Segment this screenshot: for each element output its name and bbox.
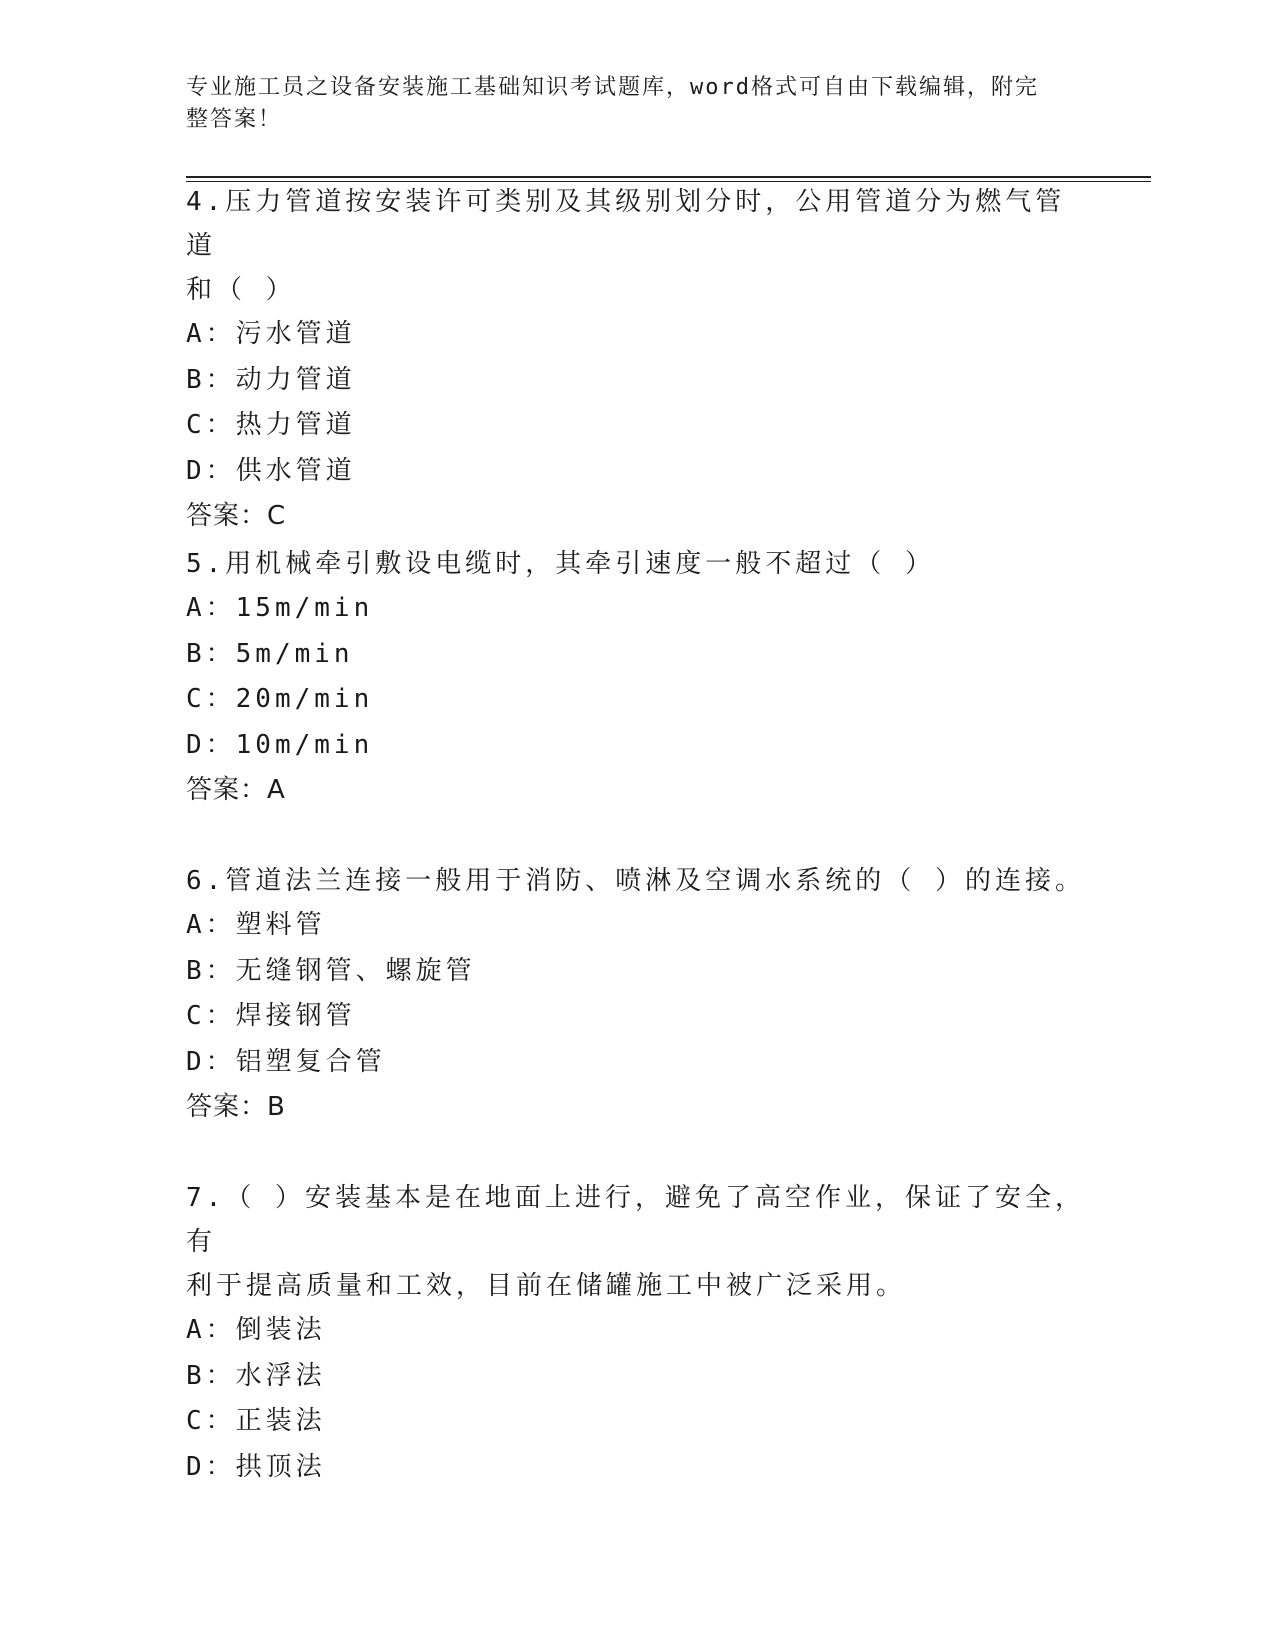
option-c: C：20m/min [186,684,374,714]
header-line-1: 专业施工员之设备安装施工基础知识考试题库，word格式可自由下载编辑，附完 [186,75,1039,100]
option-b: B：水浮法 [186,1360,326,1391]
option-a: A：倒装法 [186,1315,326,1345]
option-d: D：供水管道 [186,455,356,486]
header-divider-thick [186,176,1151,178]
document-header [186,72,1066,136]
question-stem-line: 6.管道法兰连接一般用于消防、喷淋及空调水系统的（ ）的连接。 [186,866,1085,896]
question-4 [186,180,1086,539]
header-line-2: 整答案！ [186,107,283,132]
option-c: C：焊接钢管 [186,1001,356,1031]
question-5 [186,542,1086,813]
option-c: C：正装法 [186,1406,326,1436]
option-b: B：动力管道 [186,364,356,395]
option-b: B：无缝钢管、螺旋管 [186,955,476,986]
question-stem-line: 5.用机械牵引敷设电缆时，其牵引速度一般不超过（ ） [186,549,935,579]
question-7 [186,1176,1086,1490]
question-6 [186,859,1086,1130]
option-d: D：铝塑复合管 [186,1046,386,1077]
answer: 答案：A [186,775,286,805]
option-b: B：5m/min [186,638,354,669]
option-d: D：10m/min [186,729,374,760]
question-stem-line: 和（ ） [186,275,296,305]
question-stem-line: 7.（ ）安装基本是在地面上进行，避免了高空作业，保证了安全，有 [186,1183,1085,1257]
option-c: C：热力管道 [186,410,356,440]
answer: 答案：B [186,1092,286,1122]
answer: 答案：C [186,501,287,531]
option-a: A：15m/min [186,593,374,623]
option-a: A：塑料管 [186,910,326,940]
option-d: D：拱顶法 [186,1451,326,1482]
question-stem-line: 利于提高质量和工效，目前在储罐施工中被广泛采用。 [186,1271,907,1301]
question-stem-line: 4.压力管道按安装许可类别及其级别划分时，公用管道分为燃气管道 [186,187,1066,261]
option-a: A：污水管道 [186,319,356,349]
